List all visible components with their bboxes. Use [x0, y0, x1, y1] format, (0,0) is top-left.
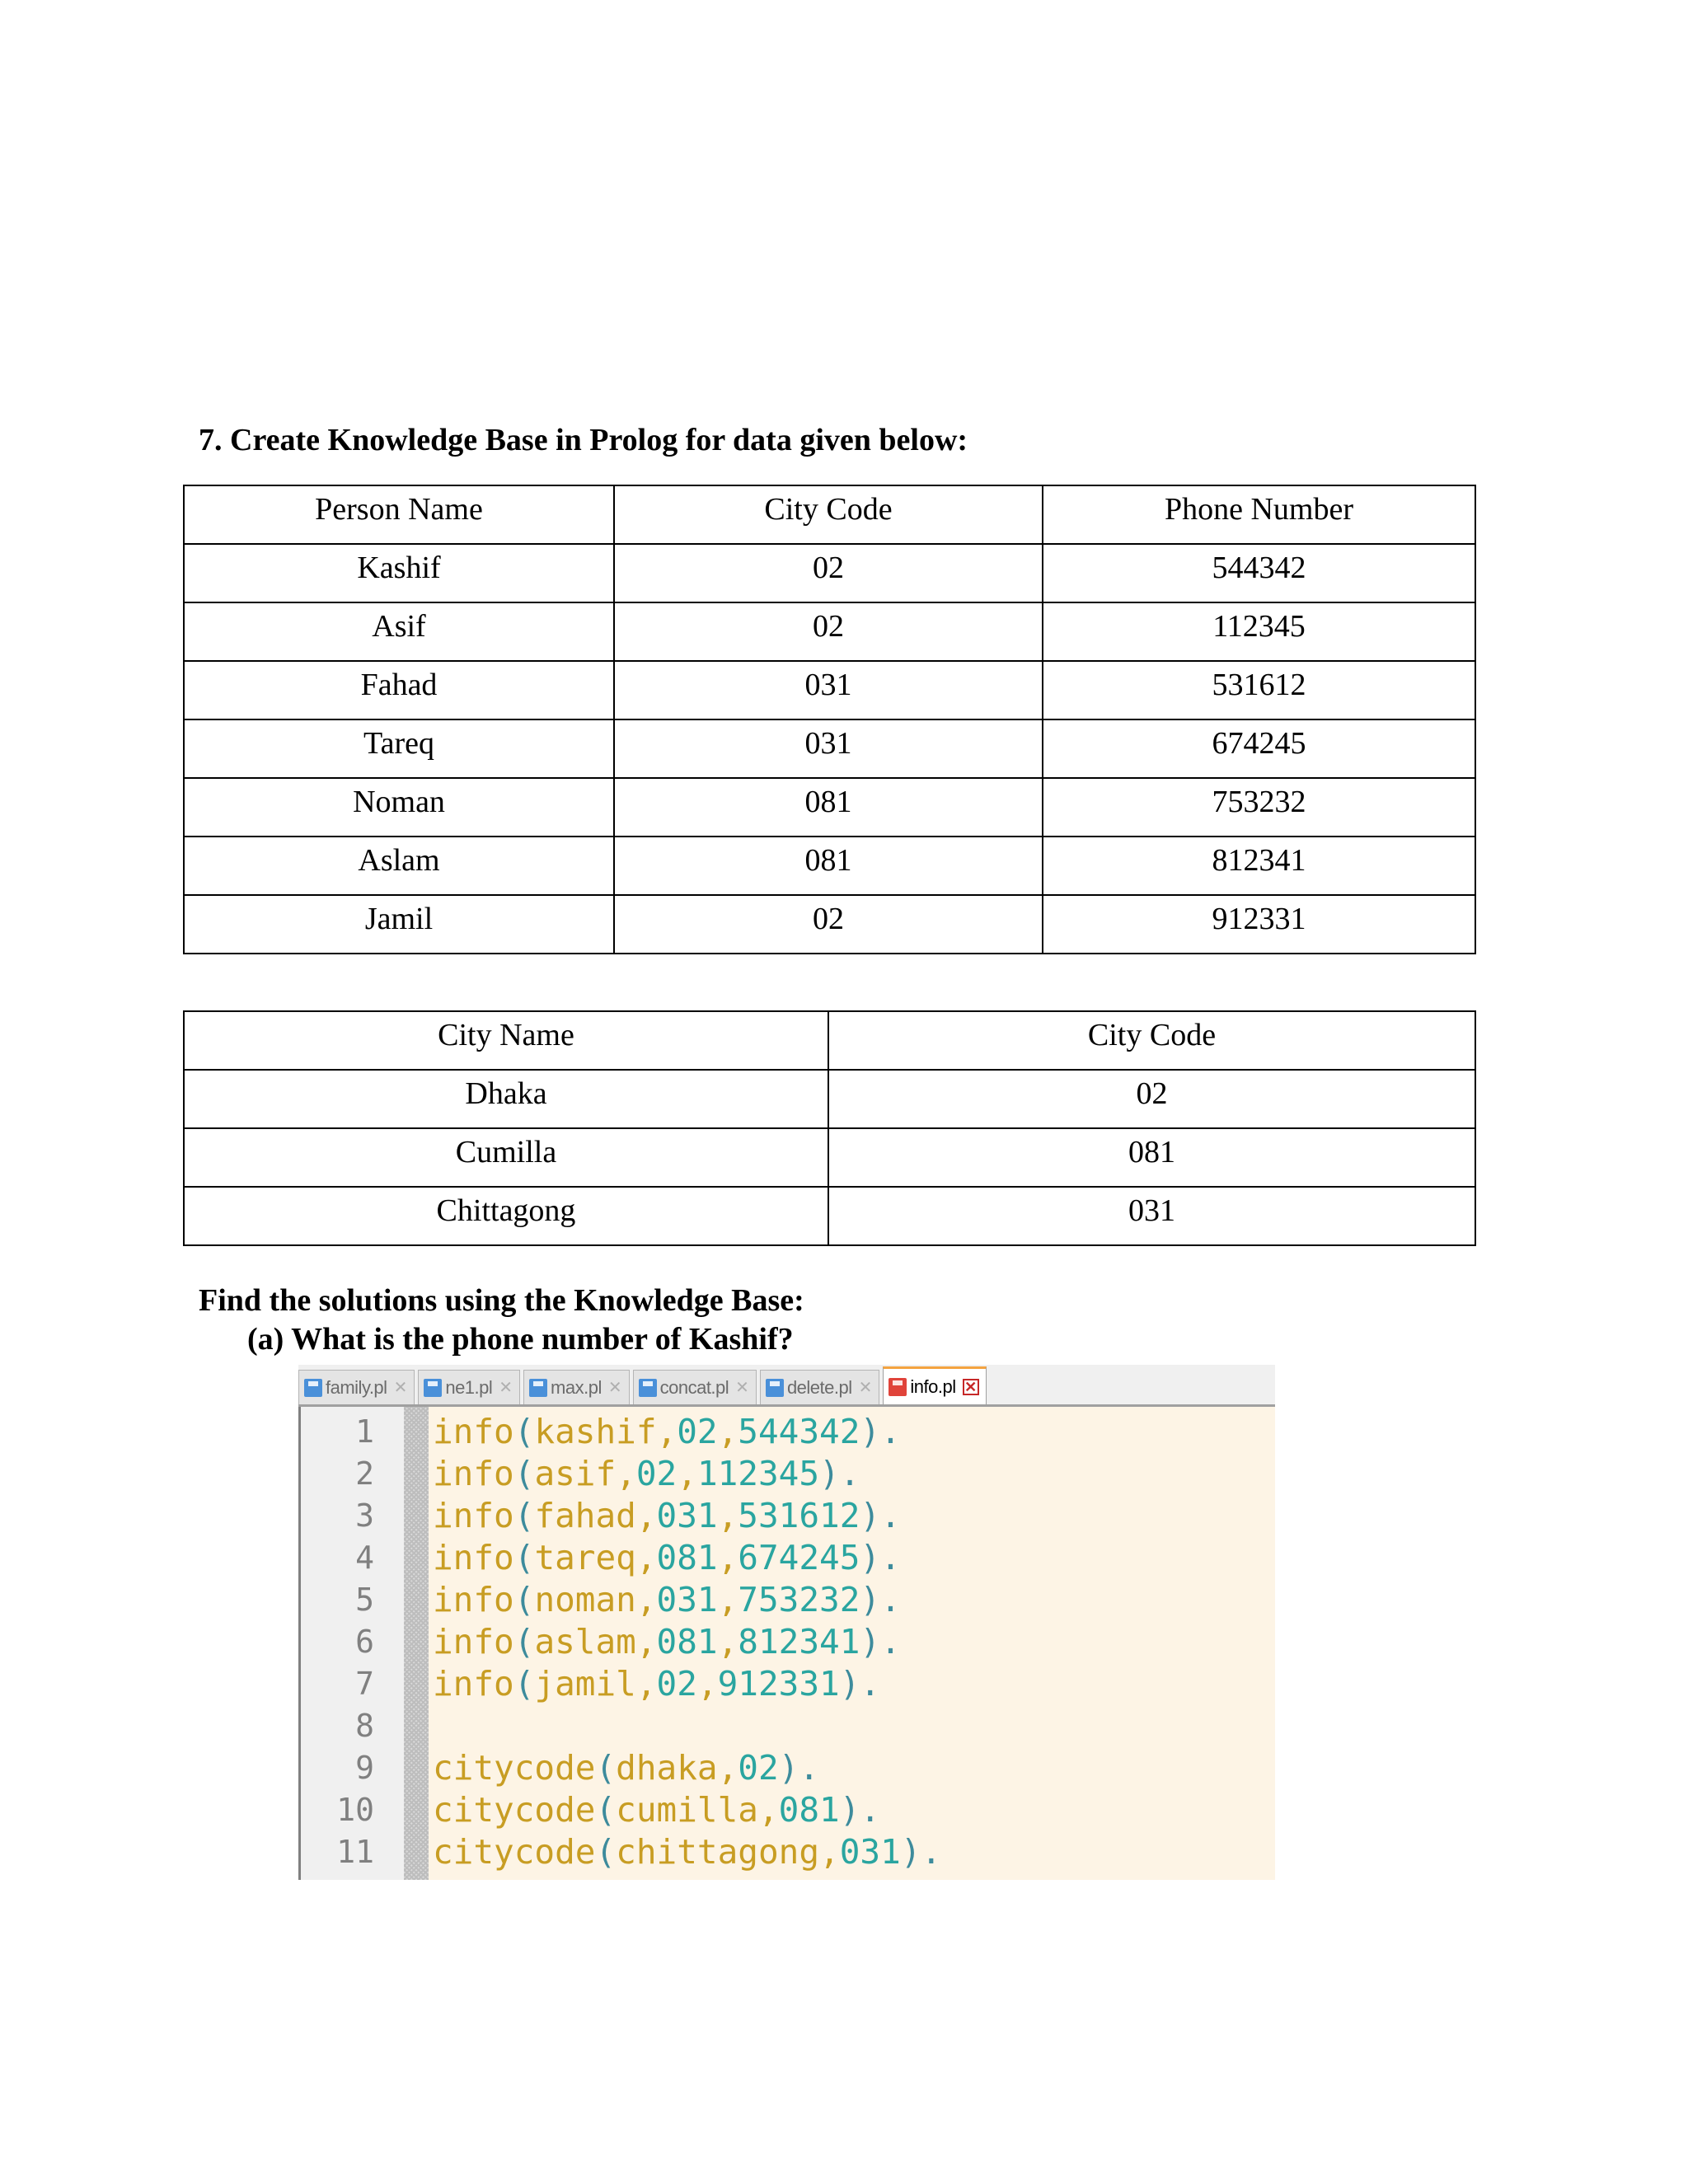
comma: , [717, 1412, 738, 1451]
table-cell: 02 [828, 1070, 1475, 1128]
code-line [433, 1621, 941, 1663]
table-cell: 674245 [1043, 719, 1475, 778]
paren: ( [513, 1412, 535, 1451]
table-cell: 081 [828, 1128, 1475, 1187]
table-cell: 031 [614, 661, 1043, 719]
predicate-name: info [433, 1538, 514, 1577]
code-area [433, 1411, 941, 1873]
paren: ). [900, 1832, 942, 1872]
atom-arg: chittagong [616, 1832, 820, 1872]
predicate-name: info [433, 1622, 514, 1661]
line-number: 4 [355, 1540, 374, 1576]
number-arg: 02 [738, 1748, 779, 1788]
number-arg: 081 [778, 1790, 840, 1830]
line-number: 5 [355, 1582, 374, 1618]
save-icon [304, 1379, 322, 1397]
table-row [184, 778, 1475, 837]
table-cell: Asif [184, 602, 614, 661]
paren: ( [513, 1538, 535, 1577]
table-cell: Chittagong [184, 1187, 828, 1245]
table-row [184, 602, 1475, 661]
paren: ). [839, 1664, 881, 1704]
table-cell: Fahad [184, 661, 614, 719]
comma: , [656, 1412, 678, 1451]
editor-tab[interactable] [418, 1370, 520, 1404]
column-header: City Code [614, 485, 1043, 544]
persons-table [183, 485, 1476, 954]
comma: , [696, 1664, 718, 1704]
save-icon [529, 1379, 547, 1397]
table-cell: Noman [184, 778, 614, 837]
line-number: 10 [336, 1792, 374, 1828]
table-cell: 031 [828, 1187, 1475, 1245]
comma: , [635, 1622, 657, 1661]
table-cell: 544342 [1043, 544, 1475, 602]
table-row [184, 1070, 1475, 1128]
table-cell: Tareq [184, 719, 614, 778]
table-cell: Aslam [184, 837, 614, 895]
paren: ( [513, 1664, 535, 1704]
column-header: Phone Number [1043, 485, 1475, 544]
paren: ( [513, 1454, 535, 1493]
close-icon[interactable]: ✕ [607, 1378, 622, 1397]
table-row [184, 661, 1475, 719]
tab-label: delete.pl [786, 1376, 852, 1398]
predicate-name: info [433, 1454, 514, 1493]
close-icon[interactable]: ✕ [963, 1379, 979, 1395]
number-arg: 031 [656, 1496, 718, 1535]
code-line [433, 1495, 941, 1537]
table-row [184, 544, 1475, 602]
table-cell: Dhaka [184, 1070, 828, 1128]
table-cell: 753232 [1043, 778, 1475, 837]
line-number: 11 [336, 1834, 374, 1870]
comma: , [819, 1832, 840, 1872]
number-arg: 112345 [696, 1454, 820, 1493]
number-arg: 812341 [738, 1622, 860, 1661]
section-heading: 7. Create Knowledge Base in Prolog for data given below: [199, 423, 968, 457]
paren: ( [595, 1832, 617, 1872]
editor-tab-bar [298, 1365, 1275, 1407]
predicate-name: citycode [433, 1790, 596, 1830]
code-line [433, 1453, 941, 1495]
table-cell: 912331 [1043, 895, 1475, 954]
predicate-name: info [433, 1496, 514, 1535]
number-arg: 912331 [717, 1664, 840, 1704]
comma: , [717, 1622, 738, 1661]
code-editor-screenshot [298, 1365, 1275, 1880]
table-row [184, 1187, 1475, 1245]
number-arg: 544342 [738, 1412, 860, 1451]
number-arg: 753232 [738, 1580, 860, 1619]
atom-arg: aslam [534, 1622, 636, 1661]
table-row [184, 837, 1475, 895]
tab-label: family.pl [326, 1376, 387, 1398]
number-arg: 081 [656, 1538, 718, 1577]
atom-arg: cumilla [616, 1790, 758, 1830]
code-line [433, 1747, 941, 1789]
column-header: Person Name [184, 485, 614, 544]
paren: ). [860, 1622, 901, 1661]
cities-table [183, 1010, 1476, 1246]
tab-label: concat.pl [659, 1376, 729, 1398]
atom-arg: noman [534, 1580, 636, 1619]
table-cell: Jamil [184, 895, 614, 954]
paren: ( [595, 1748, 617, 1788]
save-icon [766, 1379, 784, 1397]
comma: , [635, 1664, 657, 1704]
table-cell: 112345 [1043, 602, 1475, 661]
comma: , [635, 1538, 657, 1577]
save-icon [424, 1379, 442, 1397]
table-cell: 02 [614, 602, 1043, 661]
close-icon[interactable]: ✕ [858, 1378, 873, 1397]
number-arg: 674245 [738, 1538, 860, 1577]
atom-arg: asif [534, 1454, 617, 1493]
paren: ). [860, 1496, 901, 1535]
predicate-name: info [433, 1412, 514, 1451]
table-row [184, 895, 1475, 954]
paren: ). [839, 1790, 881, 1830]
line-number: 2 [355, 1455, 374, 1492]
table-row [184, 719, 1475, 778]
line-number: 9 [355, 1750, 374, 1786]
predicate-name: citycode [433, 1748, 596, 1788]
paren: ). [860, 1538, 901, 1577]
tab-label: info.pl [910, 1376, 956, 1397]
save-icon [639, 1379, 657, 1397]
editor-tab[interactable] [298, 1370, 415, 1404]
comma: , [635, 1496, 657, 1535]
paren: ( [513, 1496, 535, 1535]
comma: , [717, 1496, 738, 1535]
solutions-heading: Find the solutions using the Knowledge Base: [199, 1283, 804, 1318]
code-line [433, 1789, 941, 1831]
number-arg: 02 [677, 1412, 718, 1451]
line-number: 3 [355, 1497, 374, 1534]
code-line [433, 1831, 941, 1873]
column-header: City Code [828, 1011, 1475, 1070]
paren: ). [860, 1580, 901, 1619]
comma: , [757, 1790, 779, 1830]
paren: ). [860, 1412, 901, 1451]
number-arg: 031 [839, 1832, 901, 1872]
code-line [433, 1705, 941, 1747]
comma: , [635, 1580, 657, 1619]
atom-arg: jamil [534, 1664, 636, 1704]
line-number: 6 [355, 1624, 374, 1660]
close-icon[interactable]: ✕ [735, 1378, 749, 1397]
editor-tab[interactable] [760, 1370, 879, 1404]
table-cell: 081 [614, 837, 1043, 895]
code-line [433, 1537, 941, 1579]
paren: ). [819, 1454, 860, 1493]
close-icon[interactable]: ✕ [393, 1378, 408, 1397]
save-icon [889, 1378, 907, 1396]
column-header: City Name [184, 1011, 828, 1070]
table-cell: 02 [614, 895, 1043, 954]
atom-arg: kashif [534, 1412, 657, 1451]
number-arg: 031 [656, 1580, 718, 1619]
paren: ( [513, 1622, 535, 1661]
paren: ( [513, 1580, 535, 1619]
comma: , [717, 1580, 738, 1619]
number-arg: 02 [635, 1454, 678, 1493]
table-cell: 531612 [1043, 661, 1475, 719]
question-a: (a) What is the phone number of Kashif? [247, 1322, 794, 1357]
tab-label: ne1.pl [445, 1376, 493, 1398]
code-line [433, 1579, 941, 1621]
number-arg: 081 [656, 1622, 718, 1661]
atom-arg: tareq [534, 1538, 636, 1577]
table-header-row [184, 1011, 1475, 1070]
code-line [433, 1411, 941, 1453]
comma: , [677, 1454, 697, 1493]
table-cell: 812341 [1043, 837, 1475, 895]
comma: , [616, 1454, 636, 1493]
number-arg: 02 [656, 1664, 697, 1704]
close-icon[interactable]: ✕ [499, 1378, 513, 1397]
paren: ). [778, 1748, 820, 1788]
fold-margin [404, 1407, 429, 1880]
line-number: 7 [355, 1666, 374, 1702]
code-line [433, 1663, 941, 1705]
table-cell: Kashif [184, 544, 614, 602]
predicate-name: info [433, 1664, 514, 1704]
tab-label: max.pl [551, 1376, 602, 1398]
editor-tab[interactable] [883, 1366, 986, 1404]
table-cell: 031 [614, 719, 1043, 778]
predicate-name: citycode [433, 1832, 596, 1872]
table-cell: 02 [614, 544, 1043, 602]
line-number: 8 [355, 1708, 374, 1744]
atom-arg: fahad [534, 1496, 636, 1535]
comma: , [717, 1538, 738, 1577]
line-number: 1 [355, 1413, 374, 1450]
table-row [184, 1128, 1475, 1187]
editor-tab[interactable] [633, 1370, 757, 1404]
comma: , [717, 1748, 738, 1788]
paren: ( [595, 1790, 617, 1830]
table-cell: 081 [614, 778, 1043, 837]
table-header-row [184, 485, 1475, 544]
predicate-name: info [433, 1580, 514, 1619]
number-arg: 531612 [738, 1496, 860, 1535]
editor-tab[interactable] [523, 1370, 630, 1404]
table-cell: Cumilla [184, 1128, 828, 1187]
atom-arg: dhaka [616, 1748, 718, 1788]
line-numbers [298, 1411, 374, 1873]
